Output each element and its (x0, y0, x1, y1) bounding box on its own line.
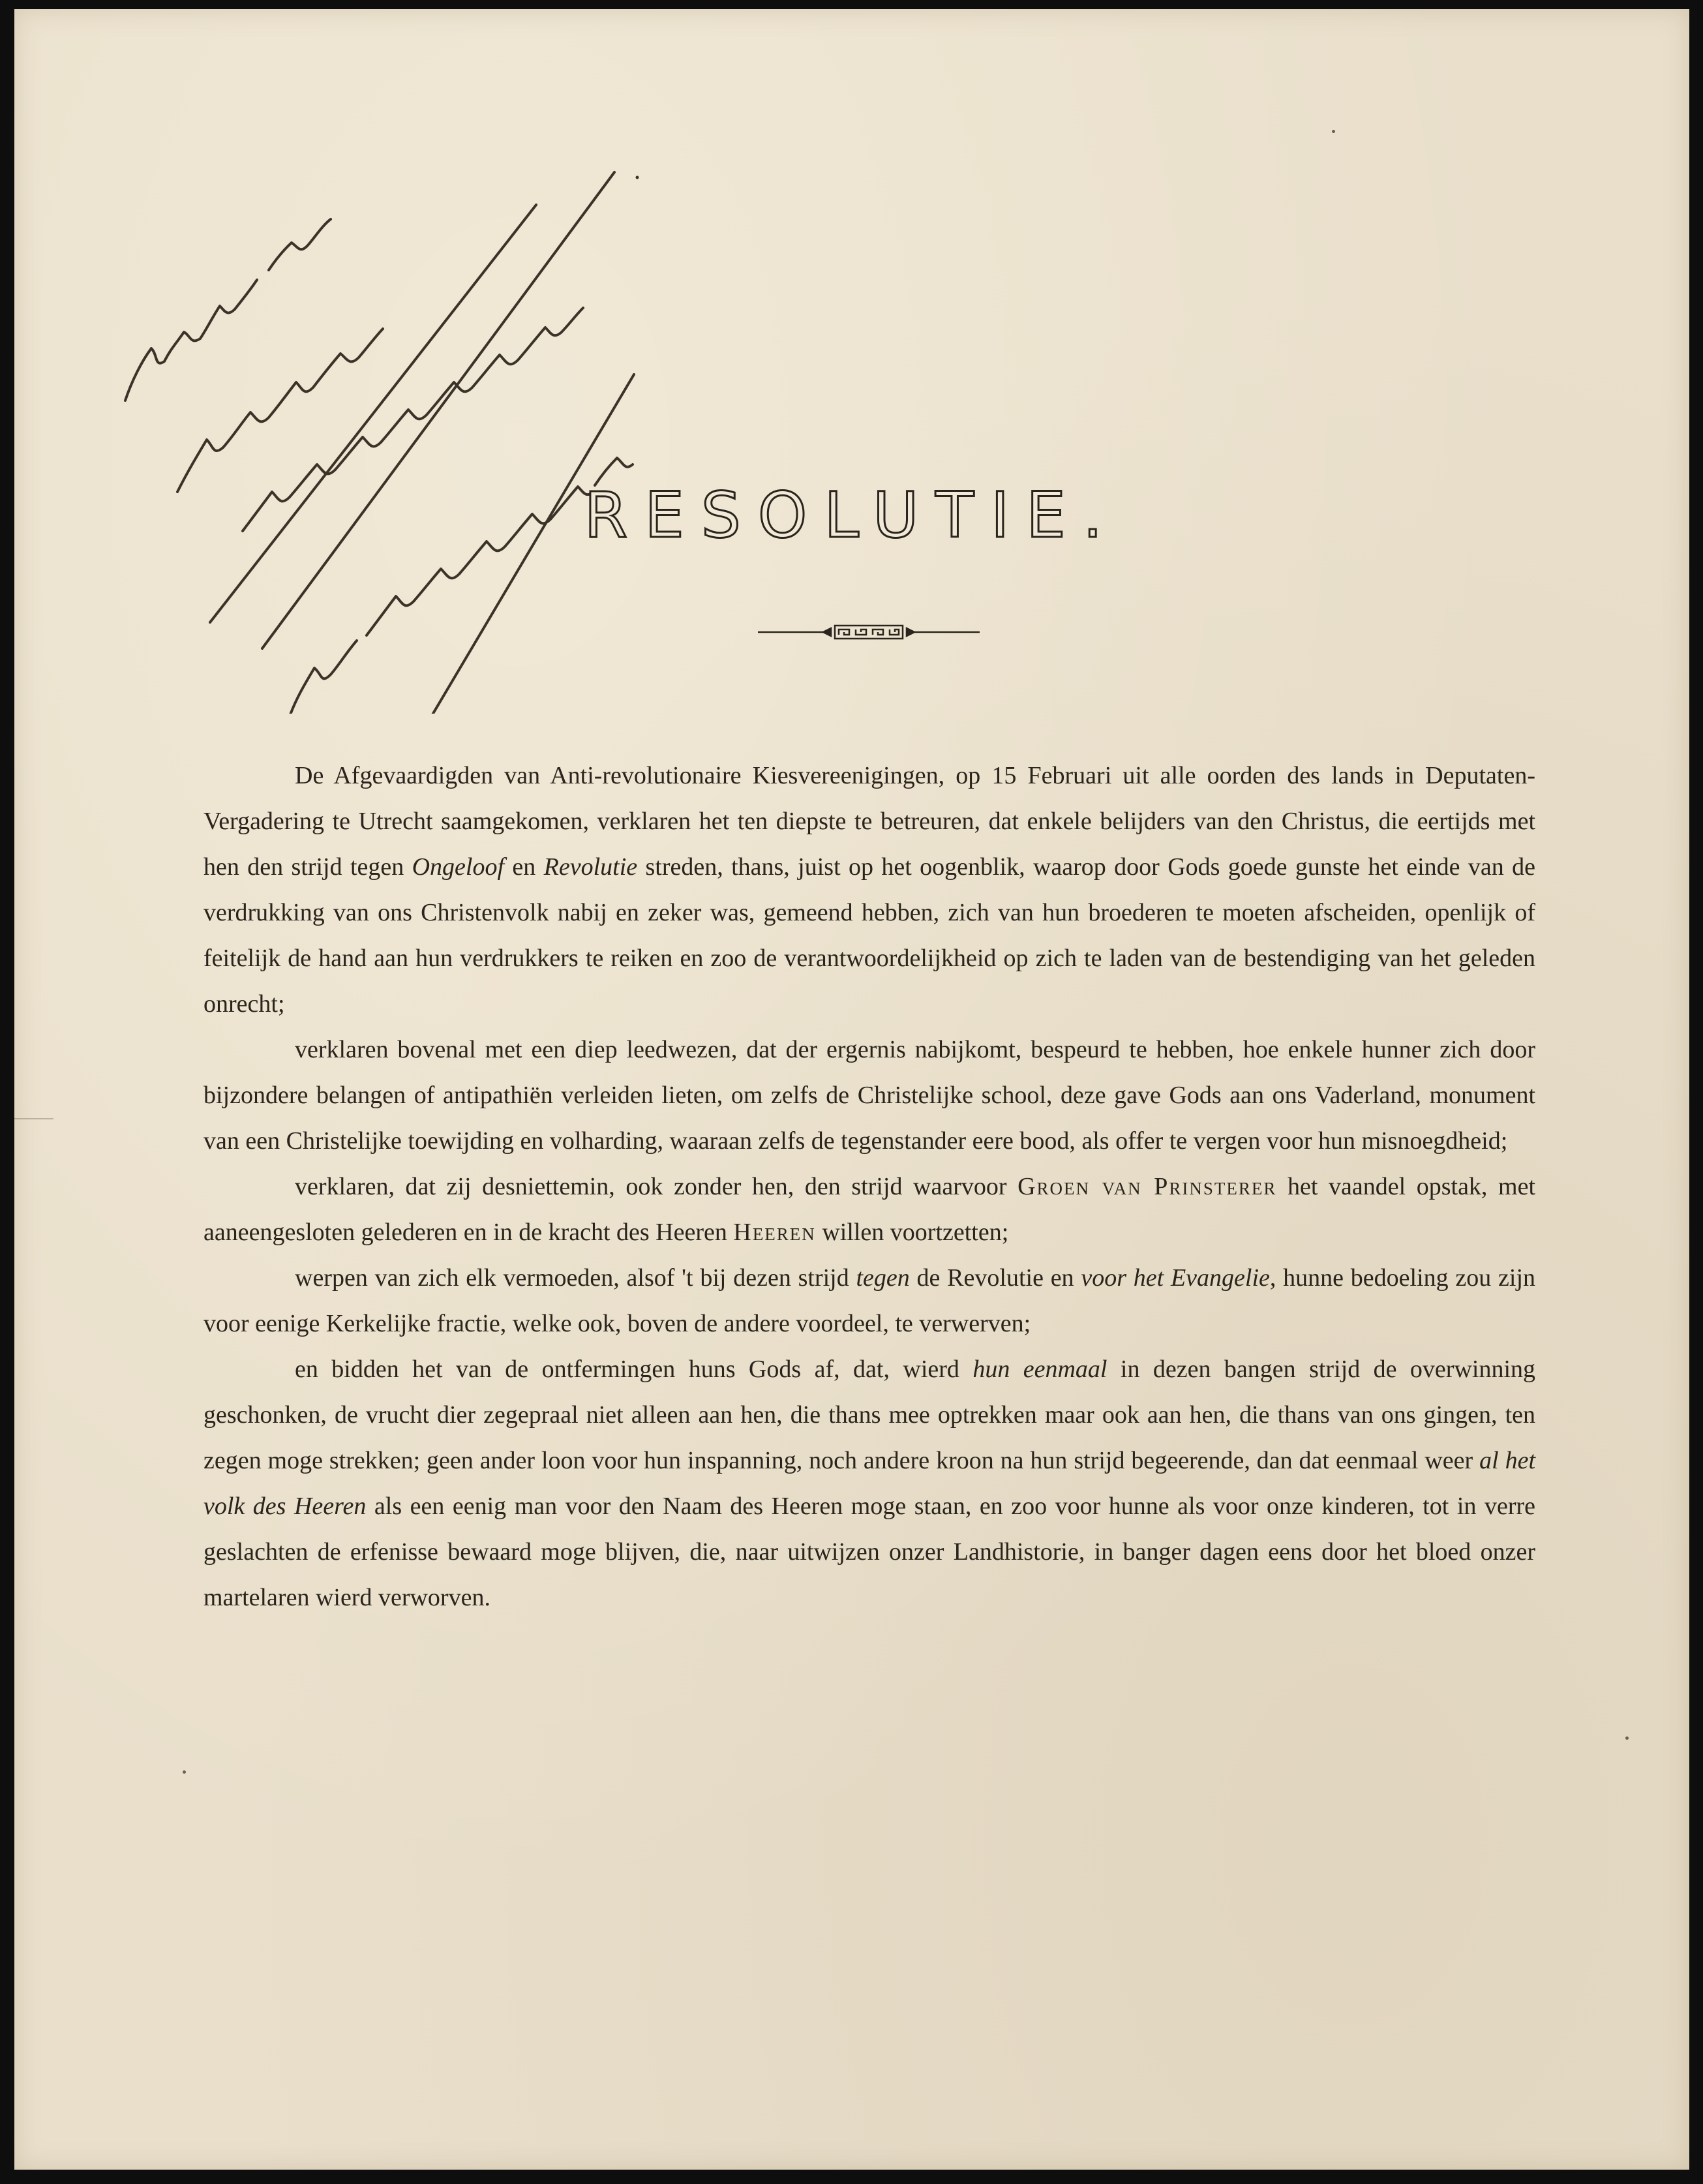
resolution-paragraph (203, 1164, 1535, 1255)
text-run: verklaren, dat zij desniettemin, ook zonder hen, den strijd waarvoor (295, 1173, 1018, 1200)
italic-emphasis: Ongeloof (412, 853, 505, 881)
resolution-paragraph (203, 1346, 1535, 1620)
handwritten-annotation (80, 74, 641, 714)
italic-emphasis: al het volk des Heeren (203, 1447, 1536, 1520)
text-run: als een eenig man voor den Naam des Heeren moge staan, en zoo voor hunne als voor onze kinderen, tot in verre geslachten de erfenisse bewaard moge blijven, die, naar uitwijzen onzer Landhistorie, in banger dagen eens door het bloed onzer martelaren wierd verworven. (203, 1493, 1535, 1611)
paper-speck (183, 1770, 186, 1774)
text-run: verklaren bovenal met een diep leedwezen, dat der ergernis nabijkomt, bespeurd te hebben, hoe enkele hunner zich door bijzondere belangen of antipathiën verleiden lieten, om zelfs de Christelijke school, deze gave Gods aan ons Vaderland, monument van een Christelijke toewijding en volharding, waaraan zelfs de tegenstander eere bood, als offer te vergen voor hun misnoegdheid; (203, 1036, 1535, 1155)
text-run: het vaandel opstak, met aaneengesloten gelederen en in de kracht des Heeren (203, 1173, 1535, 1246)
resolution-paragraph (203, 1255, 1535, 1346)
fold-mark (14, 1118, 53, 1119)
resolution-paragraph (203, 753, 1535, 1027)
text-run: De Afgevaardigden van Anti-revolutionaire Kiesvereenigingen, op 15 Februari uit alle oorden des lands in Deputaten-Vergadering te Utrecht saamgekomen, verklaren het ten diepste te betreuren, dat enkele belijders van den Christus, die eertijds met hen den strijd tegen (203, 762, 1535, 881)
text-run: de Revolutie en (909, 1264, 1081, 1292)
paper-speck (1625, 1737, 1629, 1740)
text-run: in dezen bangen strijd de overwinning geschonken, de vrucht dier zegepraal niet alleen aan hen, die thans mee optrekken maar ook aan hen, die thans van ons gingen, ten zegen moge strekken; geen ander loon voor hun inspanning, noch andere kroon na hun strijd begeerende, dan dat eenmaal weer (203, 1356, 1536, 1474)
text-run: , hunne bedoeling zou zijn voor eenige Kerkelijke fractie, welke ook, boven de andere voordeel, te verwerven; (203, 1264, 1535, 1337)
small-caps-name: Heeren (733, 1219, 816, 1246)
small-caps-name: Groen van Prinsterer (1017, 1173, 1277, 1200)
italic-emphasis: voor het Evangelie (1081, 1264, 1270, 1292)
text-run: streden, thans, juist op het oogenblik, waarop door Gods goede gunste het einde van de verdrukking van ons Christenvolk nabij en zeker was, gemeend hebben, zich van hun broederen te moeten afscheiden, openlijk of feitelijk de hand aan hun verdrukkers te reiken en zoo de verantwoordelijkheid op zich te laden van de bestendiging van het geleden onrecht; (203, 853, 1535, 1018)
italic-emphasis: Revolutie (543, 853, 638, 881)
text-run: en (504, 853, 544, 881)
paper-speck (1332, 130, 1335, 133)
resolution-paragraph (203, 1027, 1535, 1164)
document-page (14, 9, 1689, 2170)
ornament-divider (758, 619, 980, 645)
text-run: en bidden het van de ontfermingen huns Gods af, dat, wierd (295, 1356, 973, 1383)
document-title: RESOLUTIE. (584, 479, 1120, 552)
resolution-body (203, 753, 1535, 1620)
italic-emphasis: hun eenmaal (972, 1356, 1108, 1383)
text-run: willen voortzetten; (815, 1219, 1009, 1246)
text-run: werpen van zich elk vermoeden, alsof 't bij dezen strijd (295, 1264, 856, 1292)
italic-emphasis: tegen (856, 1264, 910, 1292)
